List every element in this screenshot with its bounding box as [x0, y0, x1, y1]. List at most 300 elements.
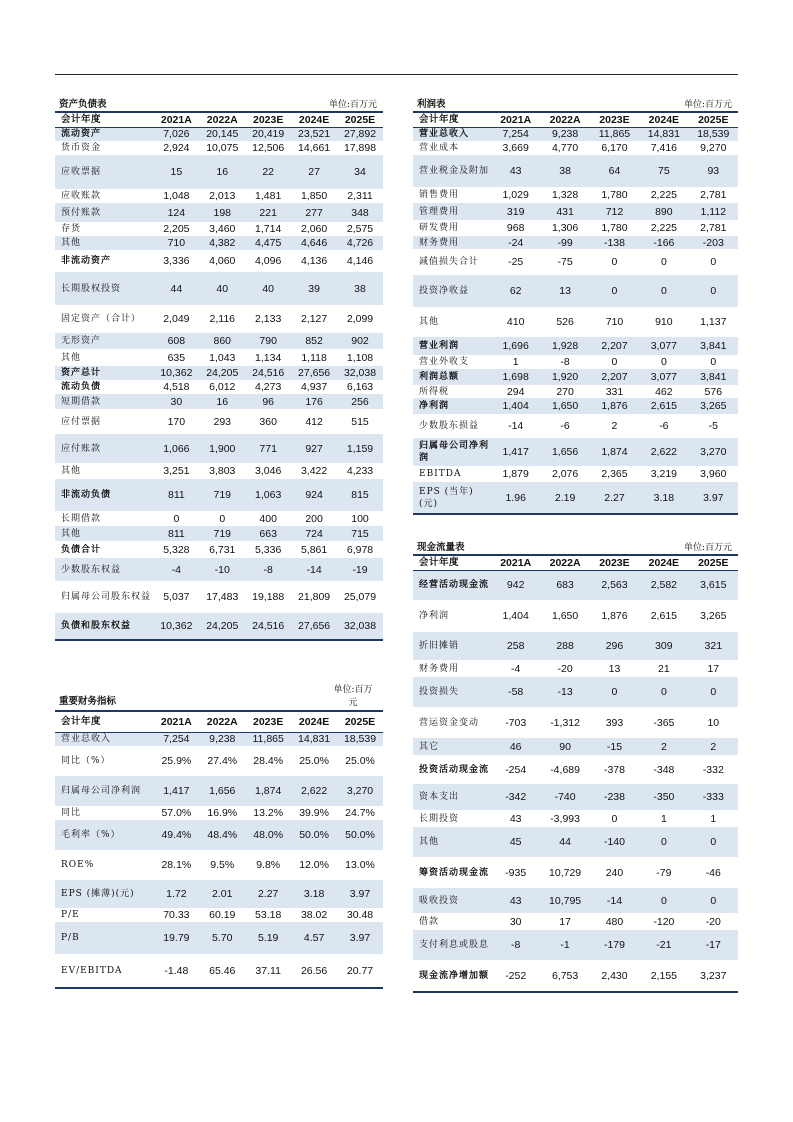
- cell-value: 9.8%: [256, 859, 281, 871]
- row-label: 财务费用: [413, 236, 491, 249]
- cell-value: -17: [689, 930, 738, 960]
- cell-value: 608: [153, 333, 199, 349]
- table-row: [413, 755, 738, 784]
- cell-value: 1,879: [502, 468, 529, 480]
- cell-value: 860: [199, 333, 245, 349]
- cell-value: -254: [505, 763, 527, 776]
- cell-value: 10,729: [549, 866, 582, 879]
- cell-value: 9,238: [540, 127, 589, 141]
- cell-value: 3,237: [700, 969, 727, 982]
- cell-value: 32,038: [337, 366, 383, 380]
- row-label: 经营活动现金流: [413, 570, 491, 600]
- cell-value: 2,116: [209, 313, 236, 325]
- cell-value: 462: [655, 385, 673, 398]
- row-label: 营业利润: [413, 337, 491, 355]
- cell-value: 17,483: [206, 591, 239, 603]
- column-header-year: 2024E: [639, 113, 688, 127]
- cell-value: 27.4%: [207, 755, 238, 767]
- cell-value: 24,516: [245, 366, 291, 380]
- cell-value: 27: [291, 155, 337, 189]
- cell-value: 1,108: [346, 351, 374, 364]
- column-header-label: 会计年度: [55, 712, 153, 732]
- cell-value: 17,898: [343, 142, 377, 154]
- table-row: [55, 558, 383, 581]
- cell-value: 2,622: [291, 776, 337, 806]
- cell-value: 1,134: [255, 351, 282, 364]
- cell-value: 7,254: [491, 127, 540, 141]
- cell-value: 2,225: [650, 222, 677, 234]
- cell-value: 1,137: [700, 316, 727, 328]
- cell-value: 1,920: [540, 369, 589, 385]
- column-header-label: 会计年度: [413, 113, 491, 127]
- cell-value: -140: [590, 827, 639, 857]
- cell-value: 2,924: [163, 142, 190, 154]
- cell-value: 1,874: [590, 438, 639, 466]
- cell-value: -24: [491, 236, 540, 249]
- row-label: 利润总额: [413, 369, 491, 385]
- cell-value: -8: [245, 558, 291, 581]
- table-row: [413, 660, 738, 677]
- cell-value: 7,254: [153, 732, 199, 746]
- cell-value: 0: [689, 677, 738, 707]
- cell-value: 65.46: [209, 964, 236, 977]
- table-row: [55, 732, 383, 746]
- cell-value: -8: [491, 930, 540, 960]
- cell-value: 6,012: [209, 381, 236, 393]
- table-row: [413, 307, 738, 337]
- cell-value: 7,026: [153, 127, 199, 141]
- cell-value: 5,037: [163, 591, 190, 603]
- cell-value: 26.56: [300, 964, 328, 977]
- table-row: [55, 850, 383, 880]
- cash-flow-table: [413, 556, 738, 993]
- cell-value: 7,416: [650, 142, 677, 154]
- cell-value: 75: [639, 155, 688, 187]
- cell-value: 2,155: [650, 969, 677, 982]
- table-row: [55, 141, 383, 155]
- cell-value: 1,066: [153, 434, 199, 463]
- balance-sheet-unit: 单位:百万元: [328, 100, 377, 110]
- cell-value: 4,518: [163, 381, 190, 393]
- cell-value: 2,076: [551, 468, 579, 480]
- row-label: 资产总计: [55, 366, 153, 380]
- table-row: [55, 127, 383, 141]
- cell-value: -3,993: [550, 812, 580, 825]
- table-row: [55, 409, 383, 434]
- table-row: [413, 482, 738, 514]
- cell-value: 6,731: [209, 543, 236, 556]
- cell-value: 309: [639, 632, 688, 660]
- row-label: 归属母公司净利润: [413, 438, 491, 466]
- row-label: 固定资产（合计）: [61, 314, 142, 324]
- cell-value: 14,831: [639, 127, 688, 141]
- cell-value: -350: [639, 784, 688, 810]
- cell-value: 0: [639, 677, 688, 707]
- cell-value: 635: [167, 351, 186, 364]
- cell-value: 2,099: [346, 313, 374, 325]
- cell-value: 19,188: [252, 591, 285, 603]
- cell-value: 3,460: [209, 223, 236, 235]
- table-row: [413, 355, 738, 369]
- cell-value: 319: [491, 203, 540, 220]
- key-ratios-title: 重要财务指标: [59, 696, 117, 707]
- cell-value: 93: [689, 155, 738, 187]
- cell-value: 815: [337, 479, 383, 511]
- table-row: [413, 398, 738, 414]
- cell-value: -13: [540, 677, 589, 707]
- table-row: [55, 380, 383, 394]
- table-row: [413, 960, 738, 992]
- cell-value: 44: [153, 272, 199, 305]
- cell-value: 360: [259, 415, 277, 428]
- cell-value: 924: [291, 479, 337, 511]
- cell-value: -138: [590, 236, 639, 249]
- cell-value: 3,270: [689, 438, 738, 466]
- cell-value: -378: [603, 763, 625, 776]
- cell-value: -238: [590, 784, 639, 810]
- row-label: 货币资金: [61, 143, 102, 153]
- cell-value: 4,233: [346, 465, 374, 477]
- cell-value: 683: [540, 570, 589, 600]
- cell-value: 13.0%: [345, 859, 375, 871]
- top-rule: [55, 74, 738, 75]
- cell-value: 1,306: [551, 222, 579, 234]
- column-header-year: 2023E: [590, 113, 639, 127]
- cell-value: -99: [540, 236, 589, 249]
- cell-value: 28.4%: [253, 755, 284, 767]
- cell-value: 37.11: [255, 964, 281, 977]
- table-row: [413, 187, 738, 203]
- table-row: [55, 820, 383, 850]
- cell-value: 1,043: [209, 351, 236, 364]
- row-label: 投资损失: [413, 677, 491, 707]
- row-label: 营业总收入: [55, 732, 153, 746]
- cell-value: 296: [590, 632, 639, 660]
- column-header-year: 2025E: [337, 712, 383, 732]
- cell-value: -14: [291, 558, 337, 581]
- cell-value: 14,661: [298, 142, 331, 154]
- cell-value: 6,753: [551, 969, 579, 982]
- cell-value: 1.72: [153, 880, 199, 908]
- cell-value: 1,417: [491, 438, 540, 466]
- cell-value: 6,978: [346, 543, 374, 556]
- row-label: EPS (当年)(元): [413, 482, 491, 514]
- column-header-year: 2023E: [245, 712, 291, 732]
- table-row: [413, 141, 738, 155]
- cell-value: 3,046: [255, 465, 282, 477]
- cell-value: 431: [540, 203, 589, 220]
- cell-value: 1,696: [491, 337, 540, 355]
- cell-value: 348: [337, 203, 383, 222]
- cell-value: 1,328: [551, 189, 579, 201]
- table-row: [55, 880, 383, 908]
- key-ratios-table: [55, 712, 383, 989]
- cell-value: 10,075: [206, 142, 239, 154]
- cell-value: 0: [611, 256, 618, 268]
- row-label: 其它: [413, 738, 491, 755]
- cell-value: 15: [153, 155, 199, 189]
- cell-value: 10,795: [540, 888, 589, 913]
- row-label: 同比（%）: [61, 756, 111, 766]
- cell-value: 790: [245, 333, 291, 349]
- cell-value: -4: [153, 558, 199, 581]
- cell-value: 0: [219, 512, 226, 525]
- row-label: 借款: [419, 916, 440, 927]
- balance-sheet-panel: [55, 97, 383, 641]
- table-row: [413, 888, 738, 913]
- cell-value: 34: [337, 155, 383, 189]
- cell-value: -703: [505, 716, 527, 729]
- cell-value: 321: [689, 632, 738, 660]
- cell-value: 393: [605, 716, 624, 729]
- table-row: [55, 250, 383, 272]
- cell-value: 2,205: [163, 223, 190, 235]
- cell-value: 2,060: [300, 223, 328, 235]
- cell-value: -120: [653, 915, 675, 928]
- cell-value: 20,145: [199, 127, 245, 141]
- cell-value: 44: [540, 827, 589, 857]
- cell-value: 3.18: [639, 482, 688, 514]
- column-header-year: 2021A: [491, 113, 540, 127]
- cell-value: -166: [639, 236, 688, 249]
- cell-value: -740: [540, 784, 589, 810]
- table-row: [55, 203, 383, 222]
- cell-value: 1,063: [245, 479, 291, 511]
- cell-value: 2,615: [639, 398, 688, 414]
- cell-value: 3,251: [163, 465, 190, 477]
- cell-value: 39.9%: [299, 807, 329, 819]
- table-row: [413, 155, 738, 187]
- table-row: [55, 922, 383, 954]
- cell-value: 3,336: [163, 255, 190, 267]
- cell-value: 24,205: [199, 366, 245, 380]
- cell-value: 1,404: [491, 398, 540, 414]
- cell-value: -14: [590, 888, 639, 913]
- cash-flow-title-bar: [413, 540, 738, 556]
- row-label: 其他: [55, 526, 153, 541]
- cell-value: 13: [540, 275, 589, 307]
- row-label: 负债和股东权益: [55, 613, 153, 640]
- cell-value: 852: [291, 333, 337, 349]
- table-row: [413, 220, 738, 236]
- cell-value: 62: [491, 275, 540, 307]
- cell-value: 3,265: [700, 610, 727, 622]
- table-row: [55, 908, 383, 922]
- table-row: [55, 222, 383, 236]
- income-statement-table: [413, 113, 738, 515]
- cell-value: 2,207: [590, 337, 639, 355]
- cell-value: 20,419: [245, 127, 291, 141]
- cell-value: -365: [653, 716, 675, 729]
- cell-value: 6,170: [601, 142, 628, 154]
- cell-value: 0: [689, 827, 738, 857]
- cell-value: 2,013: [209, 190, 236, 202]
- cell-value: 12,506: [252, 142, 285, 154]
- cell-value: 4,726: [337, 236, 383, 250]
- cell-value: 90: [540, 738, 589, 755]
- cell-value: 1,714: [255, 223, 282, 235]
- cell-value: 2,207: [590, 369, 639, 385]
- cell-value: 0: [639, 827, 688, 857]
- cell-value: 719: [199, 526, 245, 541]
- cell-value: 24,516: [245, 613, 291, 640]
- row-label: 流动负债: [61, 382, 102, 392]
- column-header-year: 2025E: [689, 113, 738, 127]
- cell-value: 2,311: [347, 190, 373, 202]
- table-row: [413, 600, 738, 632]
- row-label: 筹资活动现金流: [419, 867, 490, 878]
- cell-value: -1,312: [550, 716, 580, 729]
- cell-value: 50.0%: [337, 820, 383, 850]
- cell-value: 25.0%: [345, 755, 375, 767]
- cell-value: 294: [506, 385, 525, 398]
- cell-value: 96: [245, 394, 291, 409]
- cell-value: 28.1%: [161, 859, 192, 871]
- cell-value: 3,803: [209, 465, 236, 477]
- cell-value: -21: [639, 930, 688, 960]
- row-label: P/B: [55, 922, 153, 954]
- row-label: EV/EBITDA: [61, 965, 123, 976]
- row-label: 资本支出: [413, 784, 491, 810]
- cell-value: 1,159: [337, 434, 383, 463]
- row-label: 销售费用: [419, 190, 460, 200]
- cell-value: -1.48: [164, 964, 189, 977]
- balance-sheet-title-bar: [55, 97, 383, 113]
- cell-value: 240: [605, 866, 624, 879]
- table-row: [413, 337, 738, 355]
- cell-value: 1: [710, 812, 717, 825]
- cash-flow-panel: [413, 540, 738, 993]
- row-label: 非流动负债: [55, 479, 153, 511]
- key-ratios-unit: 单位:百万元: [333, 685, 373, 708]
- cell-value: -19: [337, 558, 383, 581]
- row-label: 支付利息或股息: [413, 930, 491, 960]
- row-label: 少数股东权益: [55, 558, 153, 581]
- table-row: [55, 479, 383, 511]
- cell-value: 3,219: [650, 468, 677, 480]
- cell-value: 2,127: [300, 313, 328, 325]
- cell-value: 412: [305, 415, 323, 428]
- cell-value: 10,362: [153, 366, 199, 380]
- cell-value: 48.0%: [245, 820, 291, 850]
- table-row: [55, 806, 383, 820]
- table-row: [413, 827, 738, 857]
- cell-value: 0: [590, 275, 639, 307]
- cell-value: 4,770: [551, 142, 579, 154]
- table-row: [413, 857, 738, 888]
- cell-value: 70.33: [163, 909, 190, 921]
- cell-value: 4,382: [199, 236, 245, 250]
- table-row: [413, 738, 738, 755]
- header-row: [55, 113, 383, 127]
- table-row: [55, 305, 383, 333]
- cell-value: 1,780: [601, 189, 628, 201]
- row-label: 营业税金及附加: [413, 155, 491, 187]
- cell-value: 39: [291, 272, 337, 305]
- header-row: [413, 556, 738, 570]
- cell-value: 3.97: [337, 922, 383, 954]
- table-row: [413, 810, 738, 827]
- column-header-year: 2021A: [153, 712, 199, 732]
- cell-value: 4,475: [245, 236, 291, 250]
- cell-value: 4,060: [209, 255, 236, 267]
- cell-value: -252: [505, 969, 527, 982]
- cell-value: 5,861: [300, 543, 328, 556]
- table-row: [413, 438, 738, 466]
- cell-value: 9,238: [199, 732, 245, 746]
- cell-value: 43: [491, 155, 540, 187]
- cell-value: 11,865: [590, 127, 639, 141]
- cell-value: 13.2%: [253, 807, 284, 819]
- cell-value: 3.18: [291, 880, 337, 908]
- cell-value: 2.01: [199, 880, 245, 908]
- cell-value: 18,539: [689, 127, 738, 141]
- cell-value: 50.0%: [291, 820, 337, 850]
- cell-value: 200: [305, 512, 323, 525]
- cell-value: 5,328: [163, 543, 190, 556]
- table-row: [55, 272, 383, 305]
- table-row: [413, 930, 738, 960]
- cell-value: 20.77: [346, 964, 374, 977]
- cell-value: -6: [560, 420, 570, 432]
- table-row: [55, 541, 383, 558]
- row-label: 其他: [55, 236, 153, 250]
- row-label: 无形资产: [55, 333, 153, 349]
- table-row: [413, 632, 738, 660]
- row-label: 长期股权投资: [55, 272, 153, 305]
- cell-value: 2,615: [650, 610, 677, 622]
- column-header-year: 2025E: [689, 556, 738, 570]
- cell-value: 3,077: [639, 337, 688, 355]
- cell-value: 1: [660, 812, 667, 825]
- cell-value: 331: [605, 385, 624, 398]
- cell-value: -79: [656, 866, 672, 879]
- row-label: 现金流净增加额: [419, 970, 490, 981]
- header-row: [413, 113, 738, 127]
- cell-value: 0: [173, 512, 180, 525]
- column-header-year: 2024E: [291, 712, 337, 732]
- column-header-year: 2022A: [540, 556, 589, 570]
- cell-value: 24,205: [199, 613, 245, 640]
- cell-value: 3.97: [337, 880, 383, 908]
- cell-value: 515: [351, 415, 369, 428]
- cell-value: -1: [540, 930, 589, 960]
- cell-value: 38: [337, 272, 383, 305]
- table-row: [413, 414, 738, 438]
- income-statement-unit: 单位:百万元: [683, 100, 732, 110]
- cell-value: 27,656: [291, 366, 337, 380]
- cell-value: -203: [689, 236, 738, 249]
- cell-value: 0: [660, 356, 667, 368]
- cell-value: 1,650: [540, 398, 589, 414]
- cell-value: 16.9%: [207, 807, 238, 819]
- table-row: [55, 366, 383, 380]
- balance-sheet-table: [55, 113, 383, 641]
- cell-value: 3,841: [689, 337, 738, 355]
- row-label: 毛利率（%）: [55, 820, 153, 850]
- row-label: 其他: [413, 827, 491, 857]
- cell-value: 32,038: [337, 613, 383, 640]
- table-row: [55, 776, 383, 806]
- cell-value: 22: [245, 155, 291, 189]
- column-header-label: 会计年度: [413, 556, 491, 570]
- cell-value: 710: [605, 316, 624, 328]
- cell-value: 2: [689, 738, 738, 755]
- row-label: 应收账款: [61, 191, 102, 201]
- cell-value: 2: [639, 738, 688, 755]
- cell-value: -25: [508, 256, 524, 268]
- row-label: 其他: [61, 466, 82, 476]
